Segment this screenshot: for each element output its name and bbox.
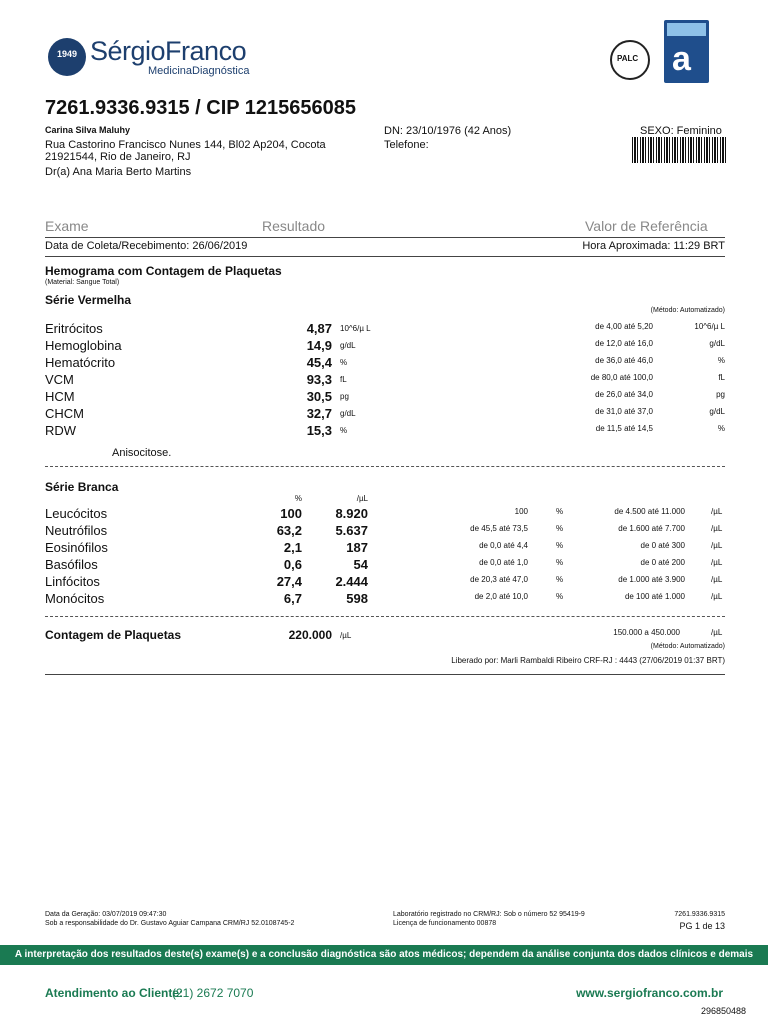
white-row-reference-percent-unit: % xyxy=(556,524,564,533)
white-row-absolute: 5.637 xyxy=(335,523,368,538)
certification-badge-top xyxy=(667,23,706,36)
white-row-reference-absolute: de 0 até 300 xyxy=(640,541,685,550)
brand-subtitle: MedicinaDiagnóstica xyxy=(148,65,250,77)
white-row-name: Monócitos xyxy=(45,591,105,606)
certification-badge-icon xyxy=(664,20,709,83)
platelets-reference-unit: /µL xyxy=(711,628,723,637)
red-row-reference-unit: 10^6/µ L xyxy=(694,322,725,331)
red-row-unit: g/dL xyxy=(340,409,356,418)
red-row-name: Hematócrito xyxy=(45,355,116,370)
white-row-reference-percent-unit: % xyxy=(556,558,564,567)
column-header-reference: Valor de Referência xyxy=(585,218,708,234)
red-row-reference: de 36,0 até 46,0 xyxy=(595,356,653,365)
white-row-reference-percent-unit: % xyxy=(556,592,564,601)
white-row-percent: 0,6 xyxy=(283,557,302,572)
red-row-reference-unit: fL xyxy=(718,373,725,382)
white-row-reference-percent-unit: % xyxy=(556,575,564,584)
red-row-reference-unit: g/dL xyxy=(709,339,725,348)
white-row-absolute: 8.920 xyxy=(335,506,368,521)
white-row-percent: 63,2 xyxy=(276,523,302,538)
red-row-value: 32,7 xyxy=(306,406,332,421)
red-row-unit: % xyxy=(340,358,348,367)
platelets-label: Contagem de Plaquetas xyxy=(45,628,182,642)
white-pct-header: % xyxy=(294,494,302,503)
collection-date: Data de Coleta/Recebimento: 26/06/2019 xyxy=(45,240,248,252)
footer-code: 7261.9336.9315 xyxy=(674,911,725,918)
white-row-reference-absolute: de 4.500 até 11.000 xyxy=(614,507,685,516)
responsible-doctor: Sob a responsabilidade do Dr. Gustavo Aguiar Campana CRM/RJ 52.0108745-2 xyxy=(45,920,295,927)
red-row-value: 14,9 xyxy=(306,338,332,353)
white-row-reference-absolute: de 0 até 200 xyxy=(640,558,685,567)
platelets-reference: 150.000 a 450.000 xyxy=(613,628,680,637)
red-row-name: RDW xyxy=(45,423,77,438)
white-row-reference-absolute: de 1.000 até 3.900 xyxy=(618,575,685,584)
white-row-percent: 2,1 xyxy=(283,540,302,555)
red-series-method: (Método: Automatizado) xyxy=(650,307,725,314)
red-row-name: VCM xyxy=(45,372,74,387)
released-by: Liberado por: Marli Rambaldi Ribeiro CRF-RJ : 4443 (27/06/2019 01:37 BRT) xyxy=(451,656,725,665)
white-row-reference-percent: de 45,5 até 73,5 xyxy=(470,524,528,533)
red-row-value: 93,3 xyxy=(306,372,332,387)
website-link[interactable]: www.sergiofranco.com.br xyxy=(576,986,723,1000)
palc-seal-icon xyxy=(610,40,650,80)
divider xyxy=(45,237,725,238)
red-series-note: Anisocitose. xyxy=(112,447,172,459)
logo-badge: 1949 xyxy=(57,49,78,59)
white-series-title: Série Branca xyxy=(45,480,119,494)
support-label: Atendimento ao Cliente: xyxy=(45,986,184,1000)
brand-name: SérgioFranco xyxy=(90,36,247,66)
white-row-reference-absolute-unit: /µL xyxy=(711,507,723,516)
white-row-reference-absolute-unit: /µL xyxy=(711,541,723,550)
white-row-name: Neutrófilos xyxy=(45,523,108,538)
white-row-percent: 6,7 xyxy=(283,591,302,606)
logo-mark xyxy=(48,38,86,76)
red-row-unit: g/dL xyxy=(340,341,356,350)
white-row-absolute: 187 xyxy=(346,540,368,555)
white-row-percent: 27,4 xyxy=(276,574,302,589)
white-row-absolute: 2.444 xyxy=(335,574,368,589)
white-row-reference-percent: de 20,3 até 47,0 xyxy=(470,575,528,584)
lab-registration: Laboratório registrado no CRM/RJ: Sob o número 52 95419-9 xyxy=(393,911,585,918)
red-row-reference-unit: % xyxy=(717,424,725,433)
page-number: PG 1 de 13 xyxy=(679,921,725,931)
red-row-name: Hemoglobina xyxy=(45,338,122,353)
white-row-reference-absolute: de 1.600 até 7.700 xyxy=(618,524,685,533)
disclaimer-band: A interpretação dos resultados deste(s) exame(s) e a conclusão diagnóstica são atos médicos; dependem da análise conjunta dos dados clínicos e demais exames do (a) paciente. xyxy=(0,945,768,965)
white-row-reference-percent-unit: % xyxy=(556,507,564,516)
exam-material: (Material: Sangue Total) xyxy=(45,279,120,286)
white-row-reference-absolute-unit: /µL xyxy=(711,575,723,584)
lab-license: Licença de funcionamento 00878 xyxy=(393,920,497,927)
certification-letter: a xyxy=(672,40,691,78)
white-row-percent: 100 xyxy=(280,506,302,521)
red-row-reference: de 11,5 até 14,5 xyxy=(595,424,653,433)
divider xyxy=(45,674,725,675)
white-row-absolute: 598 xyxy=(346,591,368,606)
red-row-reference-unit: % xyxy=(717,356,725,365)
red-row-value: 15,3 xyxy=(306,423,332,438)
generation-date: Data da Geração: 03/07/2019 09:47:30 xyxy=(45,911,167,918)
white-row-reference-absolute-unit: /µL xyxy=(711,558,723,567)
patient-address-line2: 21921544, Rio de Janeiro, RJ xyxy=(45,151,191,163)
patient-phone: Telefone: xyxy=(384,139,429,151)
divider xyxy=(45,256,725,257)
red-row-name: HCM xyxy=(45,389,75,404)
red-row-unit: fL xyxy=(340,375,347,384)
white-row-absolute: 54 xyxy=(353,557,368,572)
document-id: 296850488 xyxy=(700,1006,746,1016)
seal-text: PALC xyxy=(617,54,639,63)
white-abs-header: /µL xyxy=(356,494,368,503)
red-row-unit: 10^6/µ L xyxy=(340,324,371,333)
red-row-value: 45,4 xyxy=(306,355,332,370)
white-row-reference-absolute-unit: /µL xyxy=(711,524,723,533)
red-row-reference: de 80,0 até 100,0 xyxy=(590,373,653,382)
white-row-reference-percent: de 2,0 até 10,0 xyxy=(474,592,528,601)
white-row-reference-percent: 100 xyxy=(514,507,528,516)
column-header-result: Resultado xyxy=(262,218,326,234)
red-row-reference-unit: pg xyxy=(716,390,725,399)
collection-time: Hora Aproximada: 11:29 BRT xyxy=(582,240,725,252)
dashed-divider xyxy=(45,466,725,467)
red-row-name: Eritrócitos xyxy=(45,321,103,336)
patient-birthdate: DN: 23/10/1976 (42 Anos) xyxy=(384,125,512,137)
patient-barcode xyxy=(632,137,726,163)
white-row-name: Basófilos xyxy=(45,557,98,572)
platelets-value: 220.000 xyxy=(288,628,332,642)
red-series-title: Série Vermelha xyxy=(45,293,132,307)
white-row-name: Eosinófilos xyxy=(45,540,108,555)
red-row-value: 4,87 xyxy=(306,321,332,336)
white-row-reference-percent: de 0,0 até 1,0 xyxy=(479,558,528,567)
red-row-reference-unit: g/dL xyxy=(709,407,725,416)
white-row-reference-absolute-unit: /µL xyxy=(711,592,723,601)
red-row-reference: de 12,0 até 16,0 xyxy=(595,339,653,348)
red-row-name: CHCM xyxy=(45,406,84,421)
red-row-reference: de 26,0 até 34,0 xyxy=(595,390,653,399)
white-row-reference-percent-unit: % xyxy=(556,541,564,550)
white-row-reference-absolute: de 100 até 1.000 xyxy=(624,592,685,601)
red-row-value: 30,5 xyxy=(306,389,332,404)
patient-name: Carina Silva Maluhy xyxy=(45,125,131,135)
red-row-unit: pg xyxy=(340,392,349,401)
support-phone[interactable]: (21) 2672 7070 xyxy=(172,986,254,1000)
patient-address-line1: Rua Castorino Francisco Nunes 144, Bl02 Ap204, Cocota xyxy=(45,139,326,151)
patient-sex: SEXO: Feminino xyxy=(640,125,722,137)
white-row-name: Leucócitos xyxy=(45,506,108,521)
dashed-divider xyxy=(45,616,725,617)
red-row-reference: de 31,0 até 37,0 xyxy=(595,407,653,416)
exam-title: Hemograma com Contagem de Plaquetas xyxy=(45,264,282,278)
white-row-name: Linfócitos xyxy=(45,574,100,589)
red-row-reference: de 4,00 até 5,20 xyxy=(595,322,653,331)
red-row-unit: % xyxy=(340,426,348,435)
column-header-exam: Exame xyxy=(45,218,89,234)
white-row-reference-percent: de 0,0 até 4,4 xyxy=(479,541,528,550)
platelets-method: (Método: Automatizado) xyxy=(650,643,725,650)
page-title: 7261.9336.9315 / CIP 1215656085 xyxy=(45,97,357,119)
platelets-unit: /µL xyxy=(340,631,352,640)
doctor-name: Dr(a) Ana Maria Berto Martins xyxy=(45,166,192,178)
